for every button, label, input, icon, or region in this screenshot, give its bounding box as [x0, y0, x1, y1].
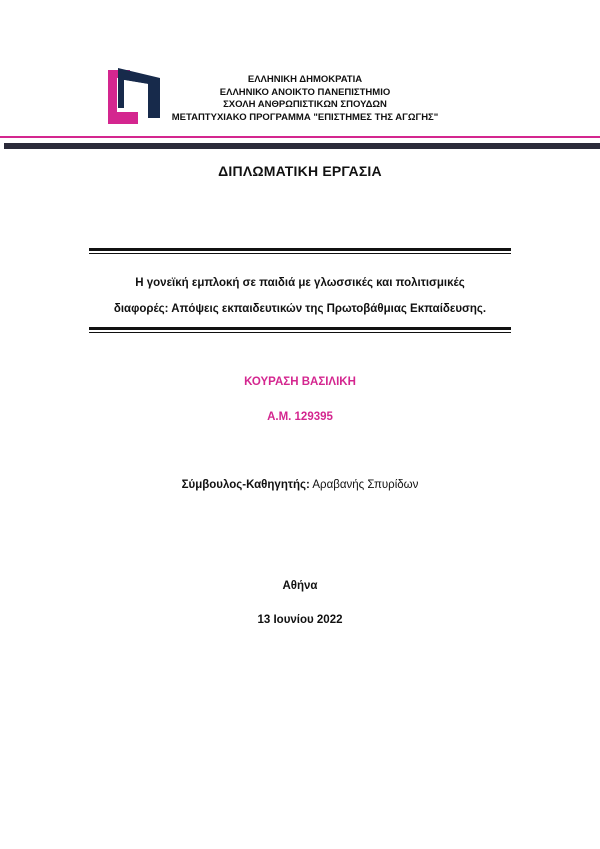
advisor-label: Σύμβουλος-Καθηγητής: — [181, 479, 310, 491]
header-line-2: ΕΛΛΗΝΙΚΟ ΑΝΟΙΚΤΟ ΠΑΝΕΠΙΣΤΗΜΙΟ — [219, 86, 391, 98]
thesis-top-rule — [89, 248, 511, 254]
header-line-4: ΜΕΤΑΠΤΥΧΙΑΚΟ ΠΡΟΓΡΑΜΜΑ "ΕΠΙΣΤΗΜΕΣ ΤΗΣ ΑΓΩΓΗΣ" — [171, 111, 439, 123]
header-dark-rule — [4, 143, 600, 149]
header-pink-rule — [0, 136, 600, 138]
document-type-title: ΔΙΠΛΩΜΑΤΙΚΗ ΕΡΓΑΣΙΑ — [218, 163, 382, 179]
logo-white-shape — [124, 80, 148, 112]
thesis-title-line-1: Η γονεϊκή εμπλοκή σε παιδιά με γλωσσικές και πολιτισμικές — [135, 277, 465, 289]
advisor-name: Αραβανής Σπυρίδων — [312, 479, 419, 491]
institution-header — [160, 74, 450, 124]
header-line-1: ΕΛΛΗΝΙΚΗ ΔΗΜΟΚΡΑΤΙΑ — [247, 74, 363, 85]
submission-date: 13 Ιουνίου 2022 — [257, 614, 343, 626]
thesis-bottom-rule — [89, 327, 511, 333]
student-id: Α.Μ. 129395 — [267, 411, 333, 423]
author-name: ΚΟΥΡΑΣΗ ΒΑΣΙΛΙΚΗ — [244, 376, 356, 388]
university-logo-icon — [108, 68, 162, 126]
thesis-title-line-2: διαφορές: Απόψεις εκπαιδευτικών της Πρωτοβάθμιας Εκπαίδευσης. — [113, 303, 487, 315]
city: Αθήνα — [282, 580, 318, 592]
advisor-line — [0, 479, 600, 491]
header-line-3: ΣΧΟΛΗ ΑΝΘΡΩΠΙΣΤΙΚΩΝ ΣΠΟΥΔΩΝ — [223, 99, 387, 110]
thesis-title — [60, 270, 540, 322]
